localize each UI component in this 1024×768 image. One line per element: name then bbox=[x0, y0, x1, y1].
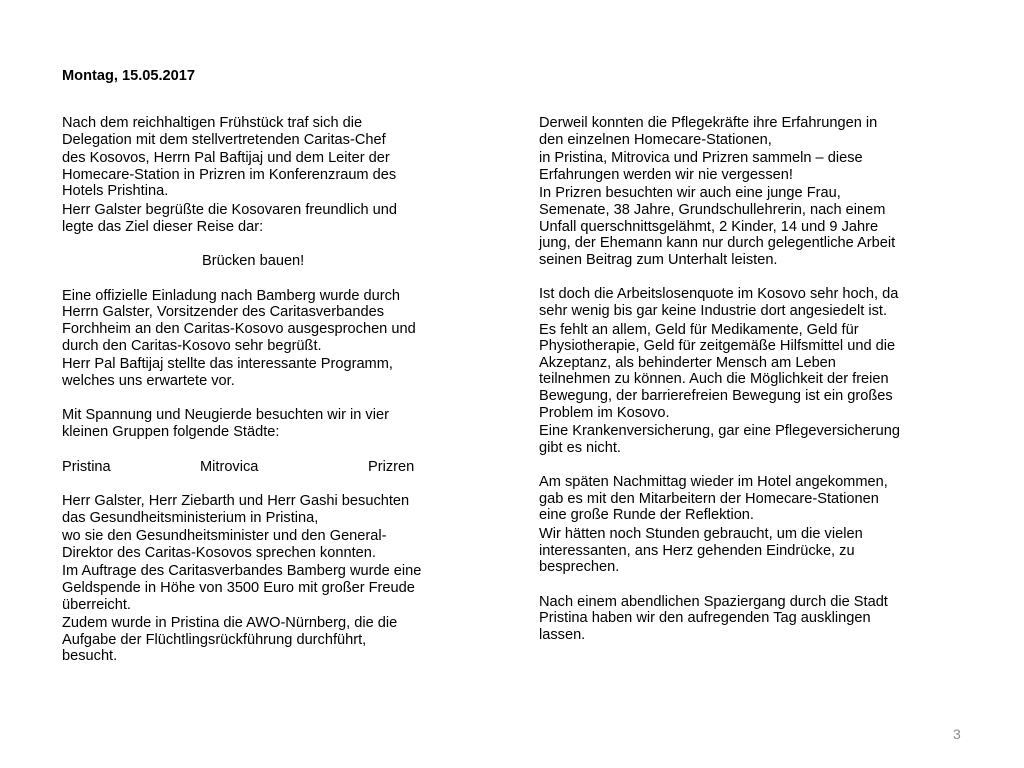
paragraph: Derweil konnten die Pflegekräfte ihre Erfahrungen in den einzelnen Homecare-Stationen, bbox=[539, 115, 878, 148]
paragraph: Es fehlt an allem, Geld für Medikamente, Geld für Physiotherapie, Geld für zeitgemäße Hilfsmittel und die Akzeptanz, als behinderter Mensch am Leben teilnehmen zu können. Auch die Möglichkeit der freien Bewegung, der barrierefreien Bewegung ist ein großes Problem im Kosovo. bbox=[539, 321, 896, 421]
paragraph: in Pristina, Mitrovica und Prizren sammeln – diese Erfahrungen werden wir nie vergessen! bbox=[539, 150, 863, 183]
paragraph: Zudem wurde in Pristina die AWO-Nürnberg, die die Aufgabe der Flüchtlingsrückführung durchführt, besucht. bbox=[62, 615, 398, 665]
paragraph: Herr Galster begrüßte die Kosovaren freundlich und legte das Ziel dieser Reise dar: bbox=[62, 201, 398, 235]
paragraph: Herr Galster, Herr Ziebarth und Herr Gashi besuchten das Gesundheitsministerium in Pristina, bbox=[62, 493, 410, 526]
page-number: 3 bbox=[953, 726, 961, 742]
left-column bbox=[62, 0, 472, 665]
paragraph: Im Auftrage des Caritasverbandes Bamberg wurde eine Geldspende in Höhe von 3500 Euro mit großer Freude überreicht. bbox=[62, 563, 422, 613]
paragraph: Nach dem reichhaltigen Frühstück traf sich die Delegation mit dem stellvertretenden Caritas-Chef bbox=[62, 115, 386, 148]
right-column bbox=[539, 0, 939, 644]
paragraph: Am späten Nachmittag wieder im Hotel angekommen, gab es mit den Mitarbeitern der Homecare-Stationen eine große Runde der Reflektion. bbox=[539, 474, 888, 524]
paragraph: Eine Krankenversicherung, gar eine Pflegeversicherung gibt es nicht. bbox=[539, 423, 901, 456]
city-pristina: Pristina bbox=[62, 458, 111, 475]
paragraph: Eine offizielle Einladung nach Bamberg wurde durch Herrn Galster, Vorsitzender des Caritasverbandes Forchheim an den Caritas-Kosovo ausgesprochen und durch den Caritas-Kosovo sehr begrüßt. bbox=[62, 287, 416, 354]
paragraph: In Prizren besuchten wir auch eine junge Frau, Semenate, 38 Jahre, Grundschullehrerin, nach einem Unfall querschnittsgelähmt, 2 Kinder, 14 und 9 Jahre jung, der Ehemann kann nur durch gelegentliche Arbeit seinen Beitrag zum Unterhalt leisten. bbox=[539, 185, 896, 268]
city-list bbox=[62, 459, 472, 476]
paragraph: Herr Pal Baftijaj stellte das interessante Programm, welches uns erwartete vor. bbox=[62, 356, 393, 389]
paragraph: Ist doch die Arbeitslosenquote im Kosovo sehr hoch, da sehr wenig bis gar keine Industrie dort angesiedelt ist. bbox=[539, 286, 899, 319]
city-mitrovica: Mitrovica bbox=[200, 458, 259, 475]
paragraph: Mit Spannung und Neugierde besuchten wir in vier kleinen Gruppen folgende Städte: bbox=[62, 407, 389, 440]
date-heading: Montag, 15.05.2017 bbox=[62, 68, 196, 84]
paragraph: Nach einem abendlichen Spaziergang durch die Stadt Pristina haben wir den aufregenden Tag ausklingen lassen. bbox=[539, 593, 888, 644]
paragraph: des Kosovos, Herrn Pal Baftijaj und dem Leiter der Homecare-Station in Prizren im Konferenzraum des Hotels Prishtina. bbox=[62, 150, 397, 200]
city-prizren: Prizren bbox=[368, 458, 415, 475]
paragraph: Wir hätten noch Stunden gebraucht, um die vielen interessanten, ans Herz gehenden Eindrücke, zu besprechen. bbox=[539, 526, 863, 576]
paragraph: wo sie den Gesundheitsminister und den General- Direktor des Caritas-Kosovos sprechen konnten. bbox=[62, 528, 387, 561]
motto: Brücken bauen! bbox=[202, 253, 305, 270]
